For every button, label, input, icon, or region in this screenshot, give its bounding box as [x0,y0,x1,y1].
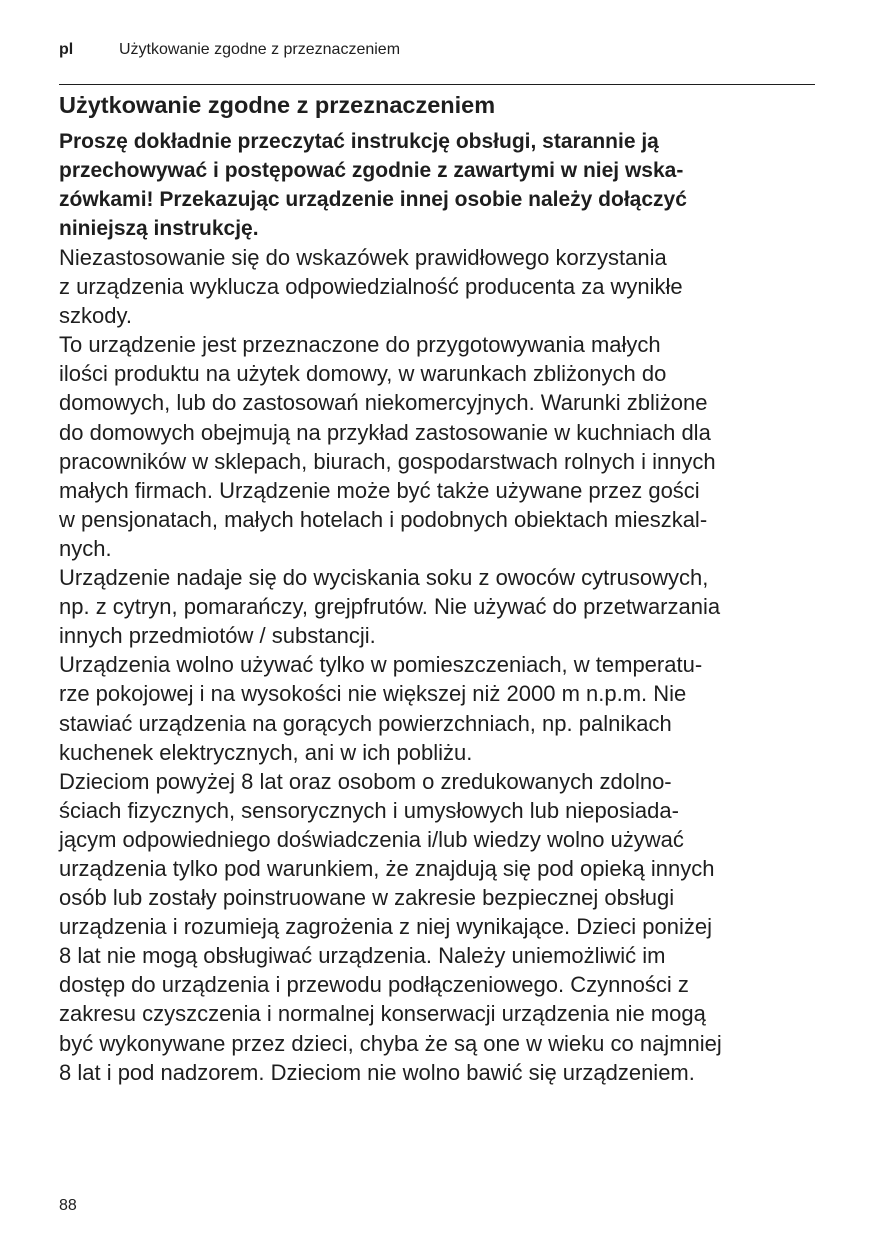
language-code: pl [59,41,74,58]
section-title: Użytkowanie zgodne z przeznaczeniem [59,92,496,118]
header-divider [59,84,815,85]
paragraph-indoor-use: Urządzenia wolno używać tylko w pomieszczeniach, w temperatu- rze pokojowej i na wysokości nie większej niż 2000 m n.p.m. Nie stawiać urządzenia na gorących powierzchniach, np. palnikach kuchenek elektrycznych, ani w ich pobliżu. [59,652,703,765]
paragraph-intended-use: To urządzenie jest przeznaczone do przygotowywania małych ilości produktu na użytek domowy, w warunkach zbliżonych do domowych, lub do zastosowań niekomercyjnych. Warunki zbliżone do domowych obejmują na przykład zastosowanie w kuchniach dla pracowników w sklepach, biurach, gospodarstwach rolnych i innych małych firmach. Urządzenie może być także używane przez gości w pensjonatach, małych hotelach i podobnych obiektach mieszkal- nych. [59,332,716,561]
running-header-title: Użytkowanie zgodne z przeznaczeniem [119,41,401,58]
lead-warning: Proszę dokładnie przeczytać instrukcję obsługi, starannie ją przechowywać i postępować zgodnie z zawartymi w niej wska- zówkami! Przekazując urządzenie innej osobie należy dołączyć niniejszą instrukcję. [59,130,687,240]
running-header [59,40,815,60]
paragraph-citrus-juicing: Urządzenie nadaje się do wyciskania soku z owoców cytrusowych, np. z cytryn, pomarańczy, grejpfrutów. Nie używać do przetwarzania innych przedmiotów / substancji. [59,565,721,649]
page-number: 88 [59,1197,77,1214]
paragraph-children-safety: Dzieciom powyżej 8 lat oraz osobom o zredukowanych zdolno- ściach fizycznych, sensorycznych i umysłowych lub nieposiada- jącym odpowiedniego doświadczenia i/lub wiedzy wolno używać urządzenia tylko pod warunkiem, że znajdują się pod opieką innych osób lub zostały poinstruowane w zakresie bezpiecznej obsługi urządzenia i rozumieją zagrożenia z niej wynikające. Dzieci poniżej 8 lat nie mogą obsługiwać urządzenia. Należy uniemożliwić im dostęp do urządzenia i przewodu podłączeniowego. Czynności z zakresu czyszczenia i normalnej konserwacji urządzenia nie mogą być wykonywane przez dzieci, chyba że są one w wieku co najmniej 8 lat i pod nadzorem. Dzieciom nie wolno bawić się urządzeniem. [59,768,722,1085]
main-content [59,90,819,1087]
paragraph-liability: Niezastosowanie się do wskazówek prawidłowego korzystania z urządzenia wyklucza odpowiedzialność producenta za wynikłe szkody. [59,245,683,329]
